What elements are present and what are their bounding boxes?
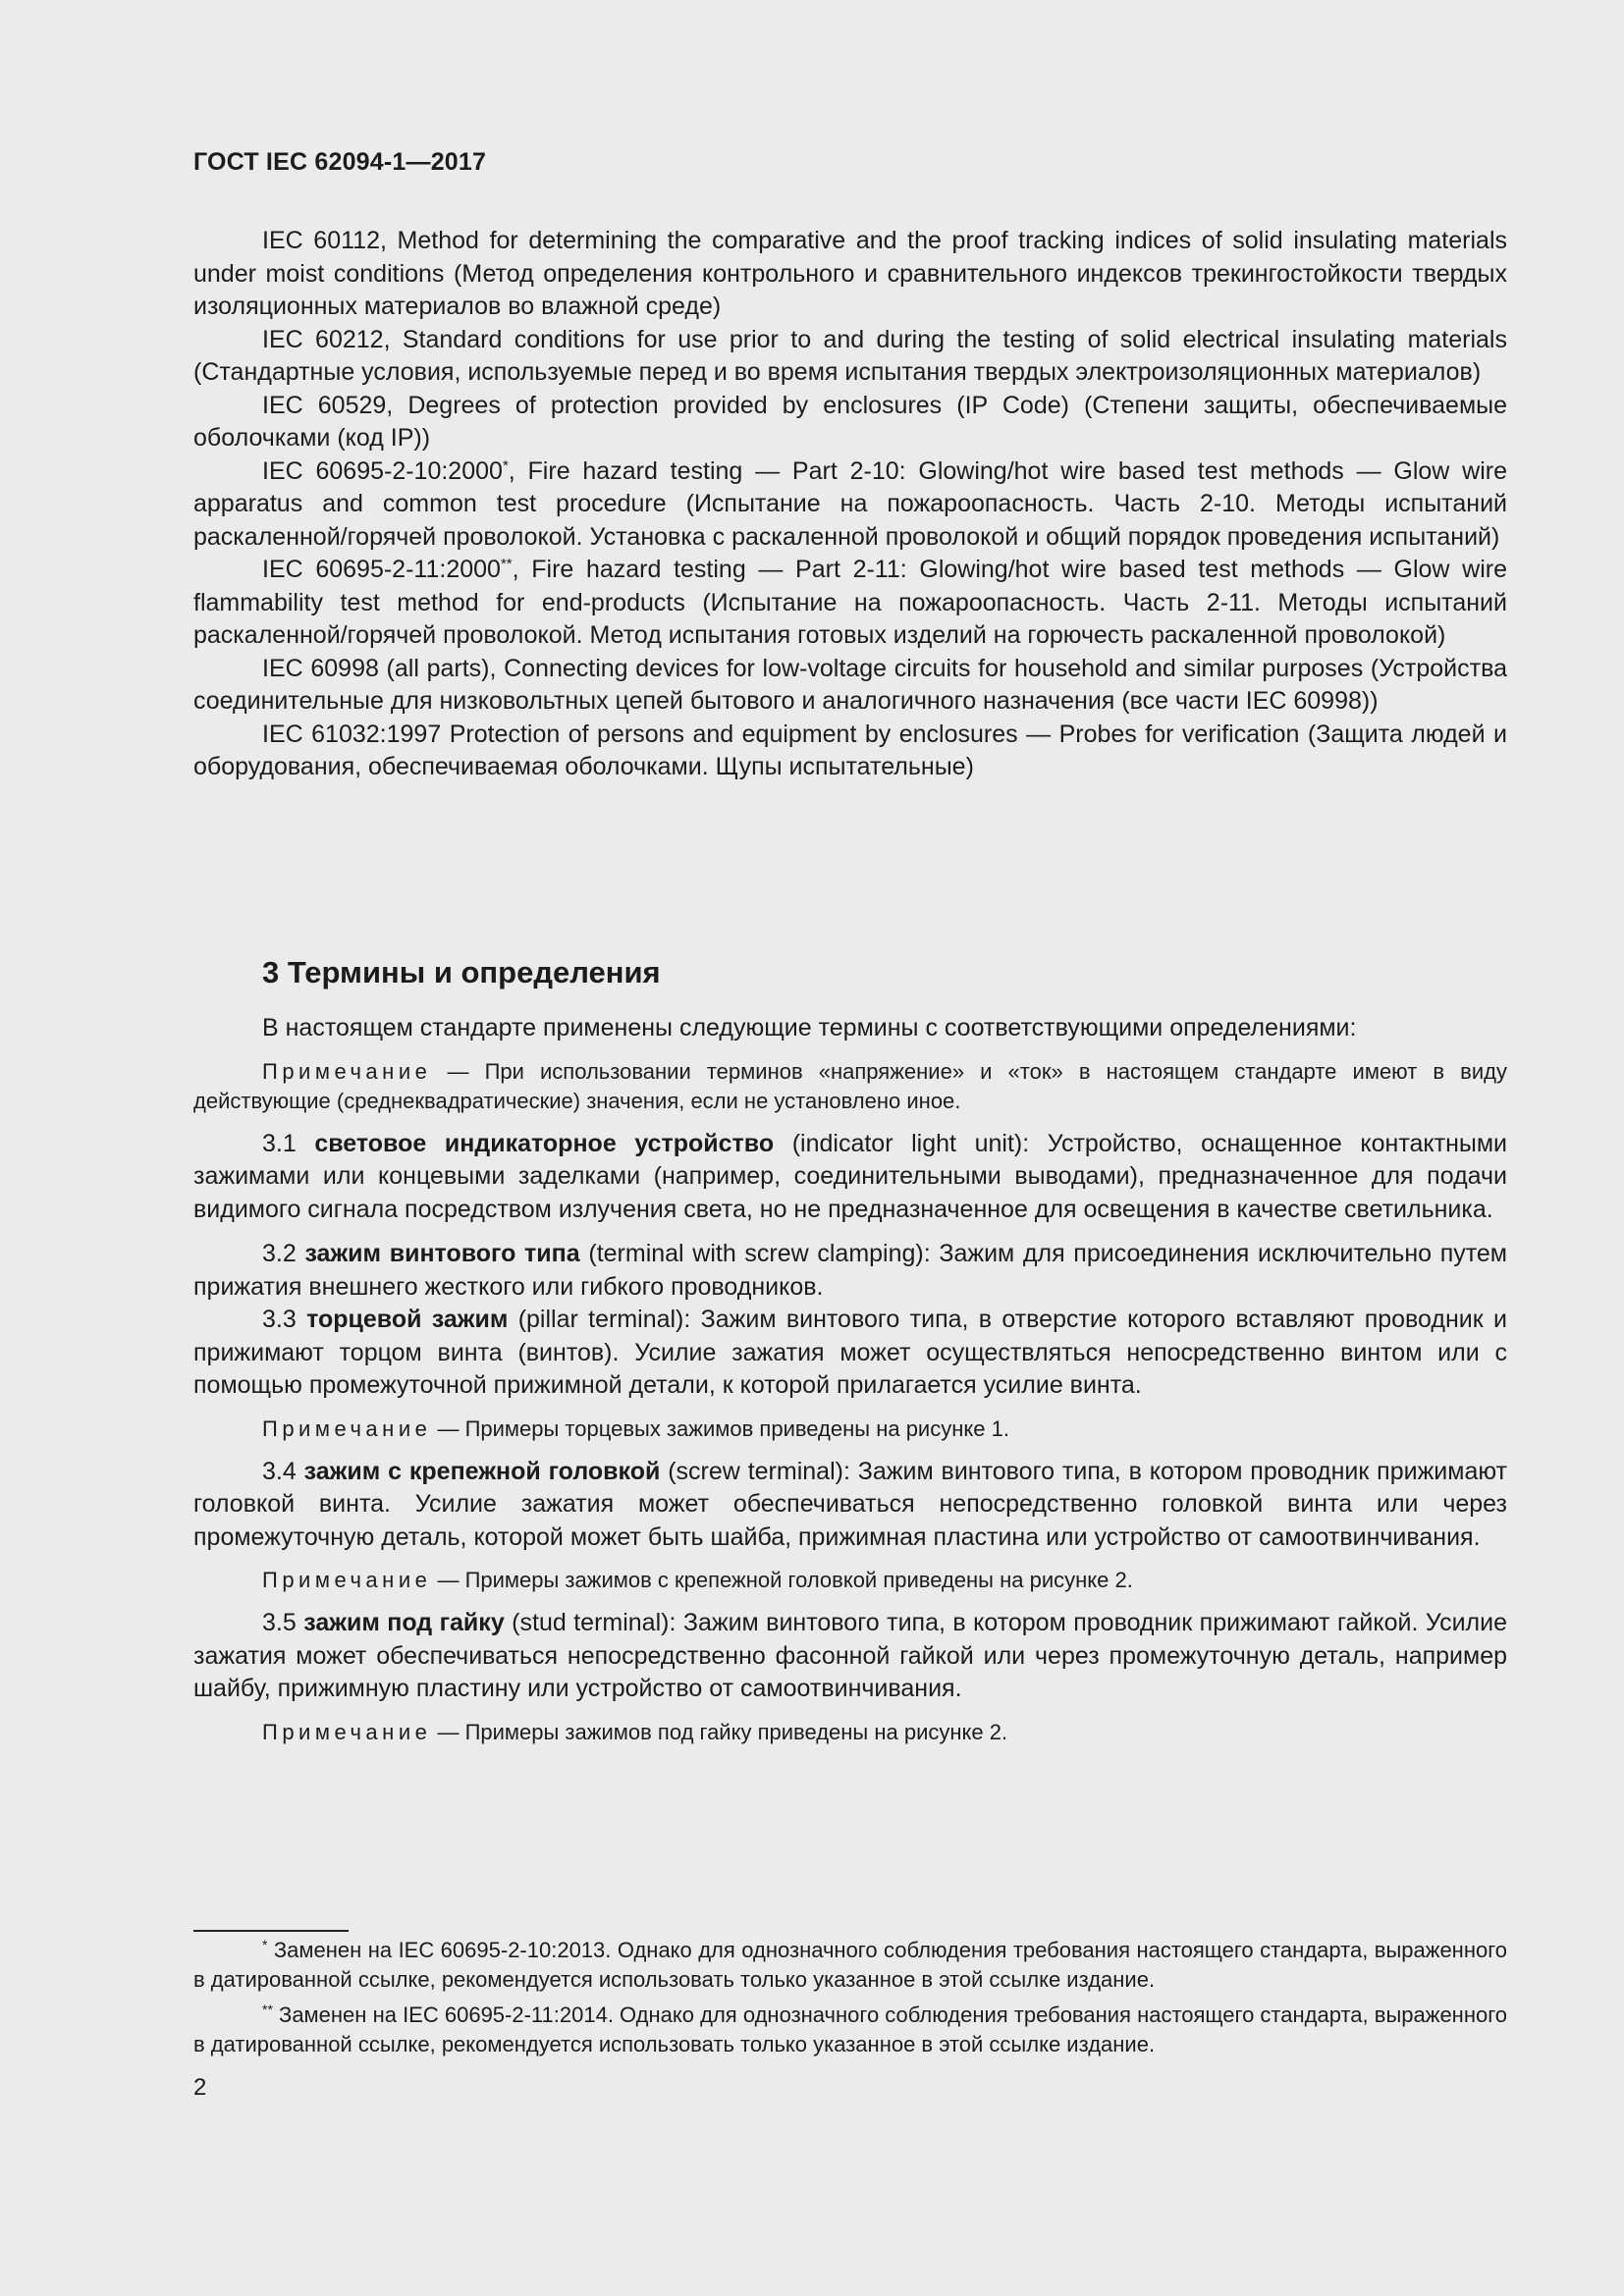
term-number: 3.1 — [262, 1129, 315, 1157]
section-title: 3 Термины и определения — [262, 955, 661, 989]
footnote — [193, 1936, 1507, 1995]
footnote — [193, 2001, 1507, 2059]
reference-item: IEC 61032:1997 Protection of persons and equipment by enclosures — Probes for verification (Защита людей и оборудования, обеспечиваемая оболочками. Щупы испытательные) — [193, 720, 1507, 780]
term-definition — [193, 1238, 1507, 1304]
page-number: 2 — [193, 2074, 207, 2101]
reference-item — [193, 554, 1507, 653]
note — [193, 1415, 1507, 1444]
term-name: зажим винтового типа — [304, 1240, 580, 1267]
term-number: 3.3 — [262, 1306, 307, 1333]
term-number: 3.2 — [262, 1240, 305, 1267]
reference-text: , Fire hazard testing — Part 2-10: Glowing/hot wire based test methods — Glow wire apparatus and common test procedure (Испытание на пожароопасность. Часть 2-10. Методы испытаний раскаленной/горячей проволокой. Установка с раскаленной проволокой и общий порядок проведения испытаний) — [193, 456, 1508, 551]
reference-item: IEC 60529, Degrees of protection provided by enclosures (IP Code) (Степени защиты, обеспечиваемые оболочками (код IP)) — [193, 391, 1507, 452]
document-code-header: ГОСТ IEC 62094-1—2017 — [193, 148, 487, 176]
term-text: (terminal with screw clamping): Зажим для присоединения исключительно путем прижатия внешнего жесткого или гибкого проводников. — [193, 1240, 1507, 1301]
reference-item: IEC 60998 (all parts), Connecting devices for low-voltage circuits for household and similar purposes (Устройства соединительные для низковольтных цепей бытового и аналогичного назначения (все части IEC 60998)) — [193, 654, 1507, 715]
reference-code: IEC 60695-2-10:2000 — [262, 456, 503, 485]
term-number: 3.4 — [262, 1457, 304, 1485]
term-definition — [193, 1607, 1507, 1706]
footnotes — [193, 1936, 1507, 2065]
reference-text: , Fire hazard testing — Part 2-11: Glowing/hot wire based test methods — Glow wire flammability test method for end-products (Испытание на пожароопасность. Часть 2-11. Методы испытаний раскаленной/горячей проволокой. Метод испытания готовых изделий на горючесть раскаленной проволокой) — [193, 556, 1507, 649]
note-text: — Примеры зажимов под гайку приведены на рисунке 2. — [431, 1719, 1008, 1744]
term-text: (indicator light unit): Устройство, оснащенное контактными зажимами или концевыми заделками (например, соединительными выводами), предназначенное для подачи видимого сигнала посредством излучения света, но не предназначенное для освещения в качестве светильника. — [193, 1129, 1508, 1223]
reference-code: IEC 60695-2-11:2000 — [262, 556, 501, 583]
reference-item: IEC 60212, Standard conditions for use prior to and during the testing of solid electrical insulating materials (Стандартные условия, используемые перед и во время испытания твердых электроизоляционных материалов) — [193, 325, 1507, 386]
note — [193, 1566, 1507, 1595]
footnote-marker[interactable]: ** — [500, 556, 513, 572]
footnote-text: Заменен на IEC 60695-2-10:2013. Однако для однозначного соблюдения требования настоящего стандарта, выраженного в датированной ссылке, рекомендуется использовать только указанное в этой ссылке издание. — [193, 1938, 1507, 1992]
footnote-text: Заменен на IEC 60695-2-11:2014. Однако для однозначного соблюдения требования настоящего стандарта, выраженного в датированной ссылке, рекомендуется использовать только указанное в этой ссылке издание. — [193, 2002, 1507, 2056]
section-intro: В настоящем стандарте применены следующие термины с соответствующими определениями: — [262, 1014, 1357, 1041]
term-definition — [193, 1304, 1507, 1403]
term-name: торцевой зажим — [306, 1306, 509, 1333]
note-text: — Примеры зажимов с крепежной головкой приведены на рисунке 2. — [431, 1568, 1133, 1592]
term-text: (screw terminal): Зажим винтового типа, в котором проводник прижимают головкой винта. Усилие зажатия может обеспечиваться непосредственно головкой винта или через промежуточную деталь, которой может быть шайба, прижимная пластина или устройство от самоотвинчивания. — [193, 1457, 1507, 1551]
note-label: Примечание — [262, 1058, 432, 1084]
note-text: — При использовании терминов «напряжение» и «ток» в настоящем стандарте имеют в виду действующие (среднеквадратические) значения, если не установлено иное. — [193, 1058, 1507, 1113]
term-name: световое индикаторное устройство — [314, 1129, 775, 1157]
note — [193, 1057, 1507, 1116]
terms-section — [193, 951, 1507, 1759]
footnote-marker: * — [262, 1937, 268, 1952]
footnote-marker: ** — [262, 2002, 273, 2017]
term-text: (stud terminal): Зажим винтового типа, в котором проводник прижимают гайкой. Усилие зажатия может обеспечиваться непосредственно фасонной гайкой или через промежуточную деталь, например шайбу, прижимную пластину или устройство от самоотвинчивания. — [193, 1609, 1508, 1702]
note-label: Примечание — [262, 1415, 432, 1441]
term-number: 3.5 — [262, 1609, 304, 1636]
reference-item — [193, 455, 1507, 555]
reference-item: IEC 60112, Method for determining the comparative and the proof tracking indices of solid insulating materials under moist conditions (Метод определения контрольного и сравнительного индексов трекингостойкости твердых изоляционных материалов во влажной среде) — [193, 227, 1507, 320]
normative-references — [193, 225, 1507, 784]
term-name: зажим под гайку — [303, 1609, 505, 1636]
note-label: Примечание — [262, 1568, 432, 1592]
note-label: Примечание — [262, 1719, 432, 1744]
term-text: (pillar terminal): Зажим винтового типа, в отверстие которого вставляют проводник и прижимают торцом винта (винтов). Усилие зажатия может осуществляться непосредственно винтом или с помощью промежуточной прижимной детали, к которой прилагается усилие винта. — [193, 1306, 1507, 1399]
note — [193, 1718, 1507, 1747]
term-name: зажим с крепежной головкой — [303, 1457, 661, 1485]
term-definition — [193, 1128, 1507, 1227]
footnote-divider — [193, 1930, 349, 1932]
note-text: — Примеры торцевых зажимов приведены на рисунке 1. — [431, 1415, 1009, 1441]
term-definition — [193, 1456, 1507, 1555]
footnote-marker[interactable]: * — [502, 456, 509, 474]
